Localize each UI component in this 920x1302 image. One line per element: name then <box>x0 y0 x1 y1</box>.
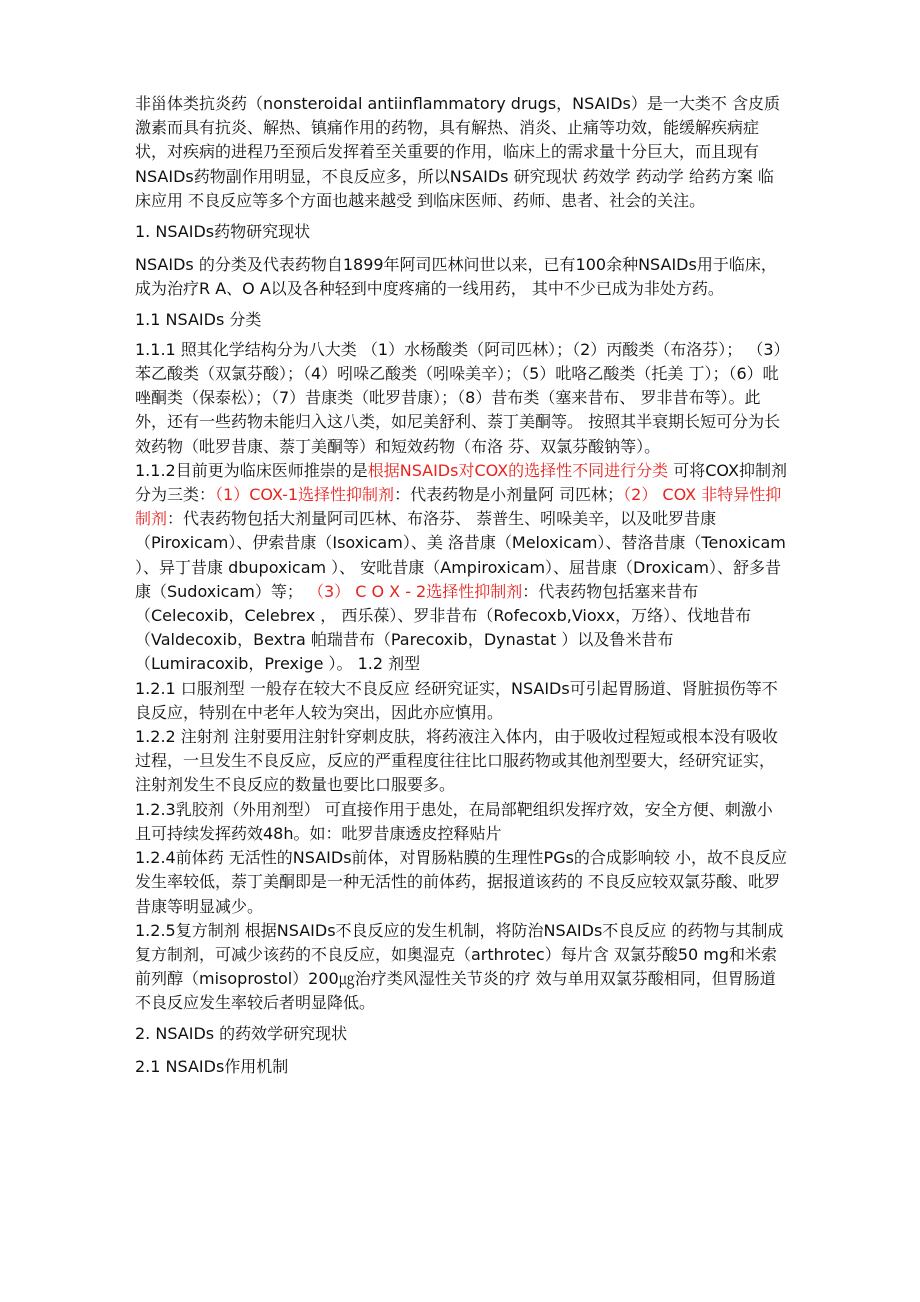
text-run: ：代表药物包括大剂量阿司匹林、布洛芬、 萘普生、吲哚美辛，以及吡罗昔康（Piroxicam）、伊索昔康（Isoxicam）、美 洛昔康（Meloxicam）、替洛昔康（Tenoxicam ）、异丁昔康 dbupoxicam ）、 安吡昔康（Ampiroxicam）、屈昔康（Droxicam）、舒多昔康（Sudoxicam）等； <box>135 509 786 601</box>
paragraph-1-2-1: 1.2.1 口服剂型 一般存在较大不良反应 经研究证实，NSAIDs可引起胃肠道、肾脏损伤等不良反应，特别在中老年人较为突出，因此亦应慎用。 <box>135 678 778 722</box>
paragraph-1: NSAIDs 的分类及代表药物自1899年阿司匹林问世以来，已有100余种NSAIDs用于临床，成为治疗R A、O A以及各种轻到中度疼痛的一线用药， 其中不少已成为非处方药。 <box>135 255 777 299</box>
highlight-text: （2） COX 非特异性抑制剂 <box>135 485 782 529</box>
document-page <box>135 92 787 1079</box>
section-heading-2-1: 2.1 NSAIDs作用机制 <box>135 1056 289 1076</box>
text-run: ：代表药物是小剂量阿 司匹林； <box>394 485 624 505</box>
paragraph-1-1-2 <box>135 459 787 677</box>
paragraph-1-1-1: 1.1.1 照其化学结构分为八大类 （1）水杨酸类（阿司匹林）；（2）丙酸类（布洛芬）； （3）苯乙酸类（双氯芬酸）；（4）吲哚乙酸类（吲哚美辛）；（5）吡咯乙酸类（托美 丁）；（6）吡唑酮类（保泰松）；（7）昔康类（吡罗昔康）；（8）昔布类（塞来昔布、 罗非昔布等）。此外，还有一些药物未能归入这八类，如尼美舒利、萘丁美酮等。 按照其半衰期长短可分为长效药物（吡罗昔康、萘丁美酮等）和短效药物（布洛 芬、双氯芬酸钠等）。 <box>135 339 782 456</box>
text-run: 1.1.2目前更为临床医师推崇的是 <box>135 460 368 480</box>
text-run: 可将COX抑制剂分为三类： <box>135 460 787 505</box>
highlight-text: （3） C O X - 2选择性抑制剂 <box>302 581 523 601</box>
section-heading-2: 2. NSAIDs 的药效学研究现状 <box>135 1023 348 1043</box>
paragraph-1-2-4: 1.2.4前体药 无活性的NSAIDs前体，对胃肠粘膜的生理性PGs的合成影响较 小，故不良反应发生率较低，萘丁美酮即是一种无活性的前体药，据报道该药的 不良反应较双氯芬酸、吡罗昔康等明显减少。 <box>135 848 788 916</box>
highlight-text: （1）COX-1选择性抑制剂 <box>215 485 395 505</box>
section-heading-1: 1. NSAIDs药物研究现状 <box>135 222 311 242</box>
paragraph-1-2-3: 1.2.3乳胶剂（外用剂型） 可直接作用于患处，在局部靶组织发挥疗效，安全方便、刺激小且可持续发挥药效48h。如：吡罗昔康透皮控释贴片 <box>135 799 773 843</box>
section-heading-1-1: 1.1 NSAIDs 分类 <box>135 309 262 329</box>
text-run: ：代表药物包括塞来昔布（Celecoxib，Celebrex ， 西乐葆）、罗非昔布（Rofecoxb,Vioxx，万络）、伐地昔布（Valdecoxib，Bextra 帕瑞昔布（Parecoxib，Dynastat ）以及鲁米昔布（Lumiracoxib，Prexige ）。 1.2 剂型 <box>135 581 752 674</box>
paragraph-1-2-2: 1.2.2 注射剂 注射要用注射针穿刺皮肤，将药液注入体内，由于吸收过程短或根本没有吸收过程，一旦发生不良反应，反应的严重程度往往比口服药物或其他剂型要大，经研究证实，注射剂发生不良反应的数量也要比口服要多。 <box>135 727 778 795</box>
paragraph-1-2-5: 1.2.5复方制剂 根据NSAIDs不良反应的发生机制，将防治NSAIDs不良反应 的药物与其制成复方制剂，可减少该药的不良反应，如奥湿克（arthrotec）每片含 双氯芬酸50 mg和米索前列醇（misoprostol）200㎍治疗类风湿性关节炎的疗 效与单用双氯芬酸相同，但胃肠道不良反应发生率较后者明显降低。 <box>135 920 784 1013</box>
highlight-text: 根据NSAIDs对COX的选择性不同进行分类 <box>367 460 669 480</box>
intro-paragraph: 非甾体类抗炎药（nonsteroidal antiinflammatory drugs，NSAIDs）是一大类不 含皮质激素而具有抗炎、解热、镇痛作用的药物，具有解热、消炎、止痛等功效，能缓解疾病症状，对疾病的进程乃至预后发挥着至关重要的作用，临床上的需求量十分巨大，而且现有NSAIDs药物副作用明显，不良反应多，所以NSAIDs 研究现状 药效学 药动学 给药方案 临床应用 不良反应等多个方面也越来越受 到临床医师、药师、患者、社会的关注。 <box>135 94 780 210</box>
